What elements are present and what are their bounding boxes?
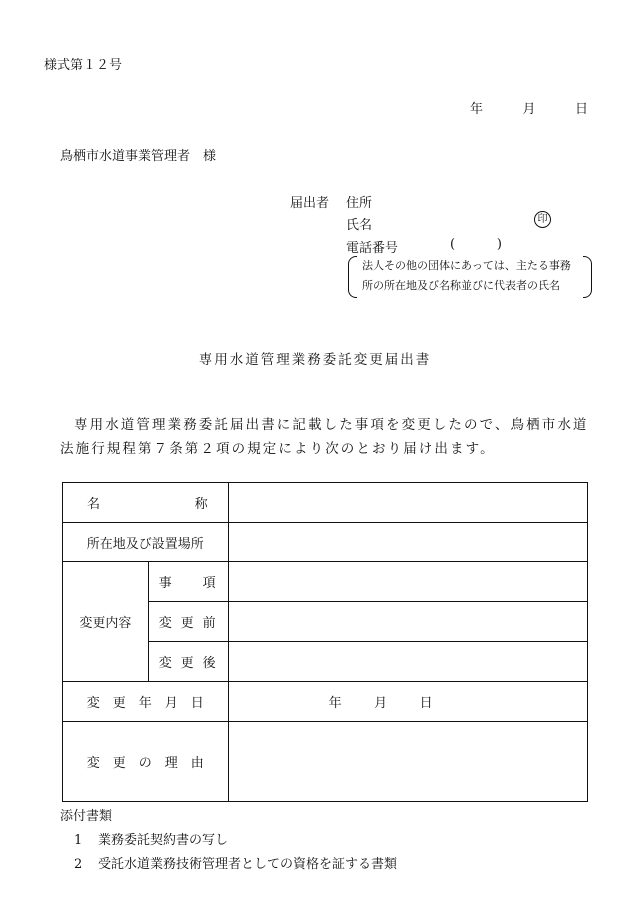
attachments-title: 添付書類	[60, 809, 113, 824]
item-label-a: 事	[158, 576, 172, 591]
row-change-date	[63, 682, 588, 722]
document-title: 専用水道管理業務委託変更届出書	[198, 352, 432, 368]
attachment-number: 2	[74, 857, 83, 872]
corporate-note-line-1: 法人その他の団体にあっては、主たる事務	[362, 259, 571, 272]
bracket-right	[583, 256, 592, 298]
bracket-left	[348, 256, 357, 298]
date-year: 年	[470, 102, 484, 117]
seal-mark: 印	[534, 211, 551, 228]
before-label-3: 前	[202, 616, 216, 631]
form-number: 様式第１２号	[44, 58, 123, 73]
attachment-text: 受託水道業務技術管理者としての資格を証する書類	[98, 857, 398, 872]
paren-open: (	[450, 237, 456, 252]
change-date-day: 日	[419, 696, 433, 711]
row-name	[63, 483, 588, 523]
after-label-3: 後	[202, 656, 216, 671]
attachment-item	[74, 829, 228, 848]
location-label: 所在地及び設置場所	[63, 523, 229, 562]
name-label-b: 称	[194, 497, 208, 512]
reason-value-cell[interactable]	[228, 722, 587, 802]
phone-label: 電話番号	[346, 241, 399, 256]
body-text	[60, 413, 590, 461]
change-date-label: 変 更 年 月 日	[63, 682, 229, 722]
attachment-item	[74, 853, 397, 872]
after-label-2: 更	[180, 656, 194, 671]
row-reason	[63, 722, 588, 802]
item-label-cell	[148, 562, 228, 602]
after-label-cell	[148, 642, 228, 682]
before-label-2: 更	[180, 616, 194, 631]
name-label: 氏名	[346, 218, 373, 233]
change-date-value-cell[interactable]	[228, 682, 587, 722]
item-value-cell[interactable]	[228, 562, 587, 602]
after-label-1: 変	[158, 656, 172, 671]
corporate-note-line-2: 所の所在地及び名称並びに代表者の氏名	[362, 279, 560, 292]
name-value-cell[interactable]	[228, 483, 587, 523]
location-value-cell[interactable]	[228, 523, 587, 562]
phone-area-code-parens	[450, 237, 502, 252]
change-content-label: 変更内容	[63, 562, 149, 682]
corporate-note	[350, 256, 592, 296]
attachment-text: 業務委託契約書の写し	[98, 833, 229, 848]
row-change-item	[63, 562, 588, 602]
reason-label: 変 更 の 理 由	[63, 722, 229, 802]
change-date-month: 月	[374, 696, 388, 711]
submission-date	[470, 98, 588, 117]
attachment-number: 1	[74, 833, 83, 848]
item-label-b: 項	[202, 576, 216, 591]
change-date-year: 年	[328, 696, 342, 711]
name-label-cell	[63, 483, 229, 523]
body-paragraph: 専用水道管理業務委託届出書に記載した事項を変更したので、鳥栖市水道法施行規程第７条第２項の規定により次のとおり届け出ます。	[60, 417, 589, 457]
after-value-cell[interactable]	[228, 642, 587, 682]
date-day: 日	[574, 102, 588, 117]
name-label-a: 名	[87, 497, 101, 512]
addressee: 鳥栖市水道事業管理者 様	[60, 149, 217, 164]
before-value-cell[interactable]	[228, 602, 587, 642]
notification-table	[62, 482, 588, 802]
address-label: 住所	[346, 196, 373, 211]
before-label-1: 変	[158, 616, 172, 631]
before-label-cell	[148, 602, 228, 642]
corporate-note-text	[362, 256, 571, 296]
paren-close: )	[496, 237, 502, 252]
row-location	[63, 523, 588, 562]
notifier-label: 届出者	[290, 196, 330, 211]
date-month: 月	[522, 102, 536, 117]
